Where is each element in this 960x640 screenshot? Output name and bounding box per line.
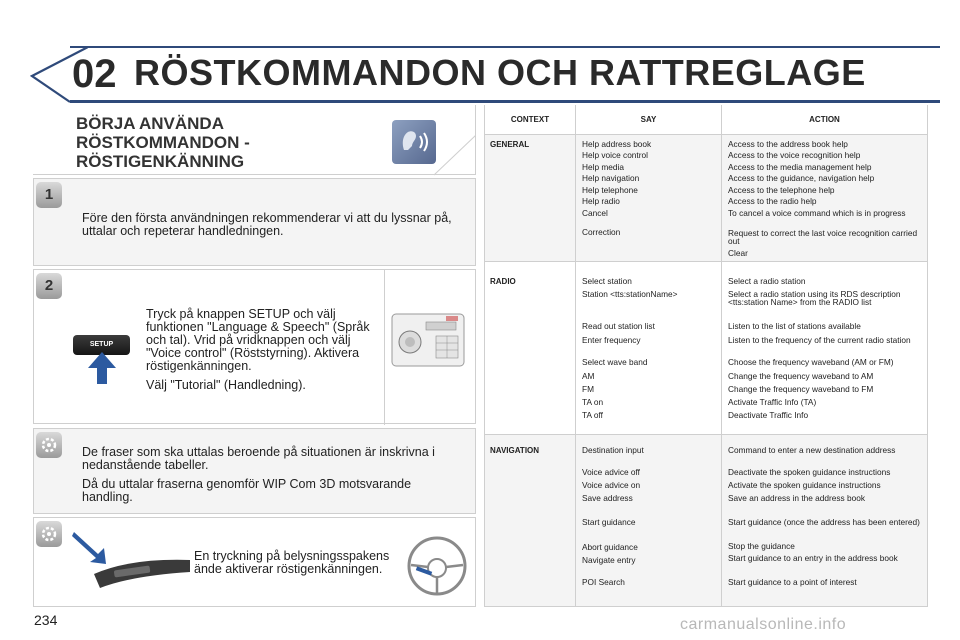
say-cell: Help voice control — [582, 150, 648, 160]
say-cell: AM — [582, 371, 595, 381]
action-cell: Access to the telephone help — [728, 185, 835, 195]
say-cell: Correction — [582, 227, 621, 237]
action-cell: Stop the guidance — [728, 541, 795, 551]
say-cell: POI Search — [582, 577, 625, 587]
chapter-number: 02 — [72, 52, 117, 96]
action-cell: Command to enter a new destination address — [728, 445, 896, 455]
info-text — [82, 446, 462, 510]
say-cell: Station <tts:stationName> — [582, 289, 678, 299]
action-cell: Save an address in the address book — [728, 493, 865, 503]
say-cell: Help radio — [582, 196, 620, 206]
action-cell: Activate Traffic Info (TA) — [728, 397, 817, 407]
col-header-say: SAY — [576, 105, 721, 134]
step-2-text — [146, 308, 376, 398]
action-cell: Change the frequency waveband to AM — [728, 371, 874, 381]
say-cell: Help telephone — [582, 185, 638, 195]
chapter-title: RÖSTKOMMANDON OCH RATTREGLAGE — [134, 52, 866, 93]
action-cell: Start guidance (once the address has been entered) — [728, 517, 920, 527]
action-cell: Access to the voice recognition help — [728, 150, 861, 160]
say-cell: Navigate entry — [582, 555, 636, 565]
voice-command-icon — [392, 120, 436, 164]
say-cell: Voice advice on — [582, 480, 641, 490]
action-cell: Listen to the list of stations available — [728, 321, 861, 331]
info-paragraph-2: Då du uttalar fraserna genomför WIP Com 3D motsvarande handling. — [82, 477, 412, 504]
say-cell: Destination input — [582, 445, 644, 455]
action-cell: Deactivate the spoken guidance instructions — [728, 467, 891, 477]
steering-wheel-illustration — [406, 535, 468, 597]
step-2-badge: 2 — [36, 273, 62, 299]
step-1-badge: 1 — [36, 182, 62, 208]
action-cell: Select a radio station — [728, 276, 806, 286]
col-header-context: CONTEXT — [485, 105, 575, 134]
setup-button-illustration: SETUP — [73, 335, 130, 355]
action-cell: Activate the spoken guidance instructions — [728, 480, 881, 490]
say-cell: Select station — [582, 276, 632, 286]
context-general: GENERAL — [490, 140, 530, 149]
say-cell: TA on — [582, 397, 604, 407]
radio-unit-illustration — [390, 300, 472, 372]
say-cell: Save address — [582, 493, 633, 503]
col-header-action: ACTION — [722, 105, 927, 134]
action-cell: Access to the media management help — [728, 162, 872, 172]
say-cell: Help navigation — [582, 173, 640, 183]
action-cell: Access to the guidance, navigation help — [728, 173, 875, 183]
action-cell: Start guidance to a point of interest — [728, 577, 857, 587]
action-cell: Clear — [728, 248, 748, 258]
action-cell: Change the frequency waveband to FM — [728, 384, 874, 394]
say-cell: FM — [582, 384, 594, 394]
say-cell: Voice advice off — [582, 467, 640, 477]
section-header-corner — [430, 135, 476, 177]
step-2-paragraph-1: Tryck på knappen SETUP och välj funktionen "Language & Speech" (Språk och tal). Vrid på vridknappen och välj "Voice control" (Röststyrning). Aktivera röstigenkänningen. — [146, 307, 370, 373]
say-cell: Help media — [582, 162, 624, 172]
context-radio: RADIO — [490, 277, 516, 286]
context-navigation: NAVIGATION — [490, 446, 540, 455]
action-cell: Choose the frequency waveband (AM or FM) — [728, 357, 894, 367]
say-cell: Enter frequency — [582, 335, 641, 345]
say-cell: Cancel — [582, 208, 608, 218]
step-1-text — [82, 212, 468, 244]
say-cell: Start guidance — [582, 517, 636, 527]
stalk-paragraph: En tryckning på belysningsspakens ände aktiverar röstigenkänningen. — [194, 549, 390, 576]
say-cell: Abort guidance — [582, 542, 638, 552]
gear-icon — [36, 521, 62, 547]
gear-icon — [36, 432, 62, 458]
section-title: BÖRJA ANVÄNDA RÖSTKOMMANDON - RÖSTIGENKÄNNING — [76, 114, 250, 171]
stalk-text — [194, 550, 404, 582]
step-2-paragraph-2: Välj "Tutorial" (Handledning). — [146, 378, 306, 392]
action-cell: Request to correct the last voice recognition carried out — [728, 228, 918, 246]
watermark: carmanualsonline.info — [680, 616, 847, 633]
action-cell: Start guidance to an entry in the address book — [728, 553, 898, 563]
say-cell: Read out station list — [582, 321, 655, 331]
action-cell: Access to the radio help — [728, 196, 817, 206]
header-rule-top — [70, 46, 940, 48]
arrow-up-icon — [88, 352, 116, 384]
lighting-stalk-illustration — [70, 530, 194, 590]
action-cell: Access to the address book help — [728, 139, 848, 149]
header-rule-bottom — [70, 100, 940, 103]
action-cell: Select a radio station using its RDS description <tts:station Name> from the RADIO list — [728, 289, 901, 307]
say-cell: TA off — [582, 410, 603, 420]
action-cell: Listen to the frequency of the current radio station — [728, 335, 911, 345]
page-number: 234 — [34, 612, 58, 628]
action-cell: To cancel a voice command which is in progress — [728, 208, 906, 218]
action-cell: Deactivate Traffic Info — [728, 410, 809, 420]
say-cell: Select wave band — [582, 357, 648, 367]
say-cell: Help address book — [582, 139, 652, 149]
info-paragraph-1: De fraser som ska uttalas beroende på situationen är inskrivna i nedanstående tabeller. — [82, 445, 435, 472]
step-1-paragraph: Före den första användningen rekommenderar vi att du lyssnar på, uttalar och repeterar handledningen. — [82, 211, 452, 238]
